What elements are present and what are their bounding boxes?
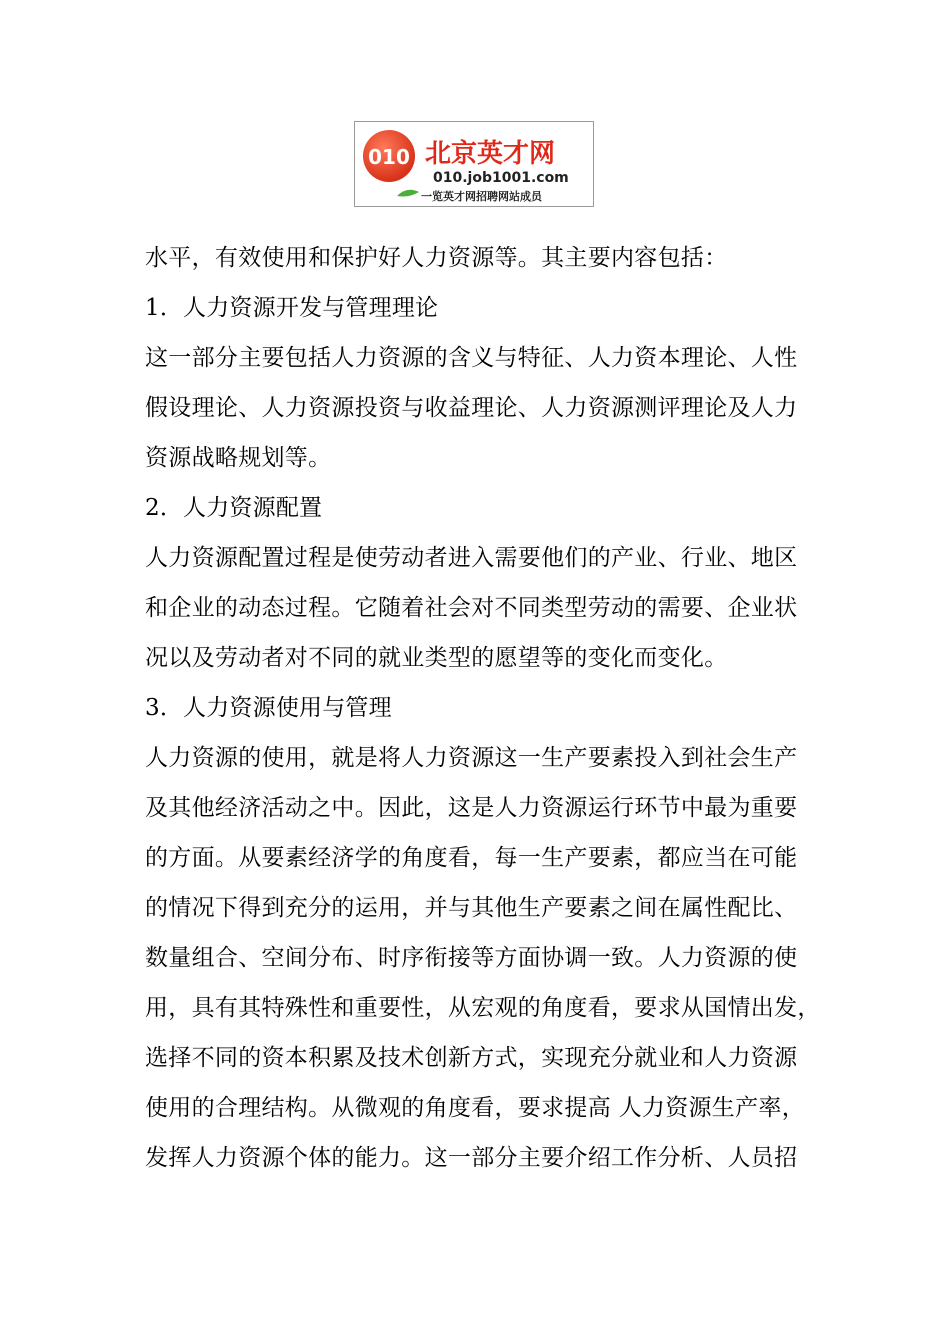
body-text-line: 水平，有效使用和保护好人力资源等。其主要内容包括： xyxy=(145,245,728,271)
body-text-line: 和企业的动态过程。它随着社会对不同类型劳动的需要、企业状 xyxy=(145,595,798,621)
section-heading: 3．人力资源使用与管理 xyxy=(145,695,392,721)
body-text-line: 的情况下得到充分的运用，并与其他生产要素之间在属性配比、 xyxy=(145,895,798,921)
site-logo xyxy=(354,121,594,207)
body-text-line: 数量组合、空间分布、时序衔接等方面协调一致。人力资源的使 xyxy=(145,945,798,971)
logo-graphic xyxy=(355,122,593,206)
logo-tagline-text: 一览英才网招聘网站成员 xyxy=(421,190,542,203)
logo-name-text: 北京英才网 xyxy=(425,139,556,169)
section-heading: 1．人力资源开发与管理理论 xyxy=(145,295,439,321)
section-heading: 2．人力资源配置 xyxy=(145,495,323,521)
body-text-line: 及其他经济活动之中。因此，这是人力资源运行环节中最为重要 xyxy=(145,795,798,821)
leaf-icon xyxy=(397,190,419,197)
body-text-line: 人力资源配置过程是使劳动者进入需要他们的产业、行业、地区 xyxy=(145,545,798,571)
logo-badge-text: 010 xyxy=(368,145,410,169)
logo-url-text: 010.job1001.com xyxy=(433,170,569,186)
body-text-line: 这一部分主要包括人力资源的含义与特征、人力资本理论、人性 xyxy=(145,345,798,371)
body-text-line: 使用的合理结构。从微观的角度看，要求提高 人力资源生产率， xyxy=(145,1095,806,1121)
body-text-line: 的方面。从要素经济学的角度看，每一生产要素，都应当在可能 xyxy=(145,845,798,871)
body-text-line: 发挥人力资源个体的能力。这一部分主要介绍工作分析、人员招 xyxy=(145,1145,798,1171)
body-text-line: 选择不同的资本积累及技术创新方式，实现充分就业和人力资源 xyxy=(145,1045,798,1071)
body-text-line: 资源战略规划等。 xyxy=(145,445,332,471)
body-text-line: 假设理论、人力资源投资与收益理论、人力资源测评理论及人力 xyxy=(145,395,798,421)
body-text-line: 况以及劳动者对不同的就业类型的愿望等的变化而变化。 xyxy=(145,645,728,671)
body-text-line: 人力资源的使用，就是将人力资源这一生产要素投入到社会生产 xyxy=(145,745,798,771)
body-text-line: 用，具有其特殊性和重要性，从宏观的角度看，要求从国情出发， xyxy=(145,995,821,1021)
